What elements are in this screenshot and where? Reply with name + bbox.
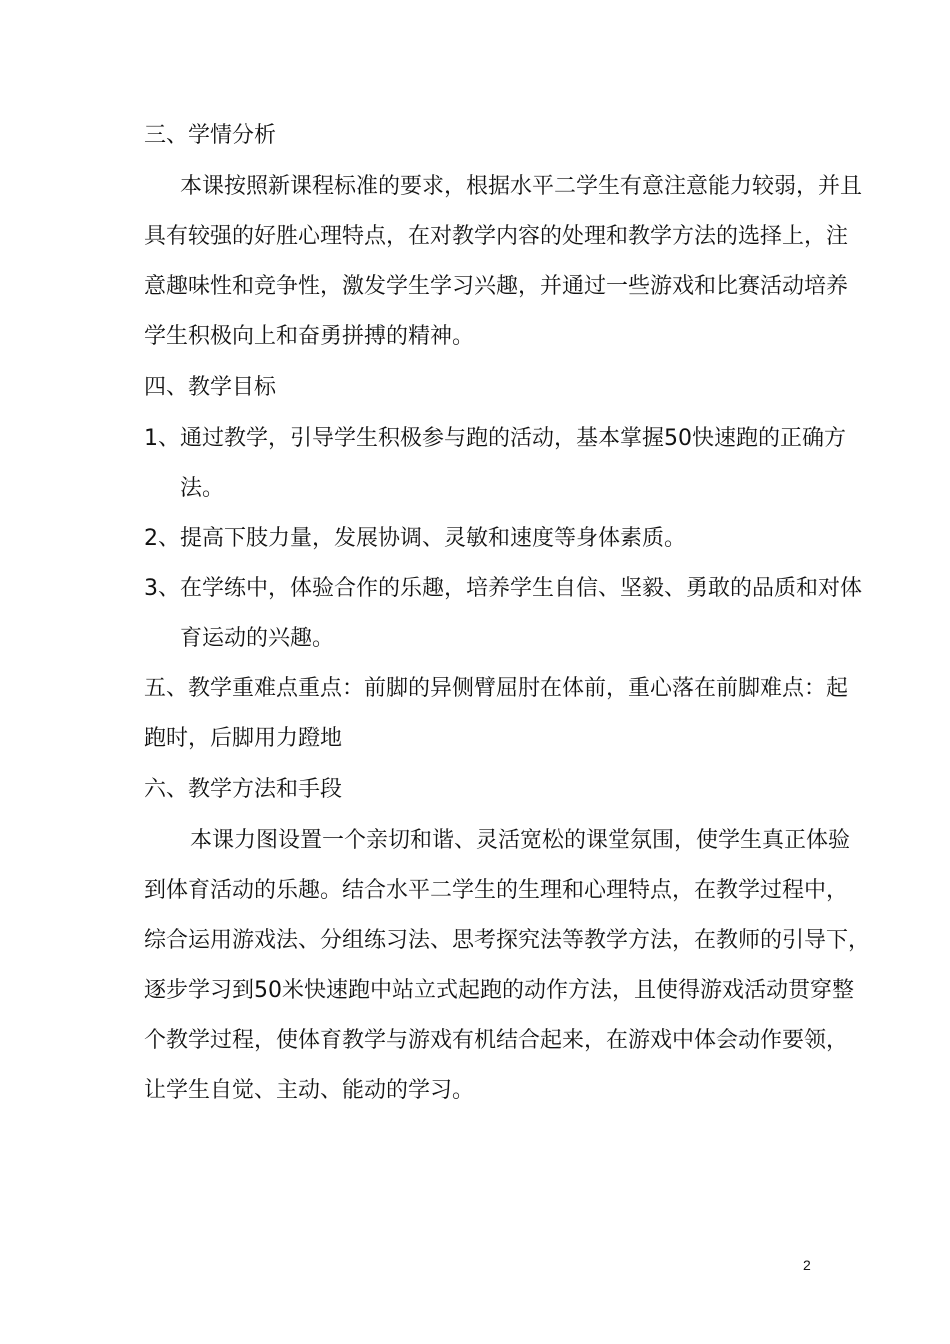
objective-2-line-1: 2、提高下肢力量，发展协调、灵敏和速度等身体素质。 bbox=[144, 526, 686, 551]
objective-3-line-1: 3、在学练中，体验合作的乐趣，培养学生自信、坚毅、勇敢的品质和对体 bbox=[144, 576, 862, 601]
section-3-line-3: 意趣味性和竞争性，激发学生学习兴趣，并通过一些游戏和比赛活动培养 bbox=[144, 274, 849, 299]
objective-3-line-2: 育运动的兴趣。 bbox=[180, 626, 335, 651]
section-6-line-3: 综合运用游戏法、分组练习法、思考探究法等教学方法，在教师的引导下， bbox=[144, 928, 871, 953]
section-6-heading: 六、教学方法和手段 bbox=[144, 777, 343, 802]
section-6-line-2: 到体育活动的乐趣。结合水平二学生的生理和心理特点，在教学过程中， bbox=[144, 878, 849, 903]
section-3-line-2: 具有较强的好胜心理特点，在对教学内容的处理和教学方法的选择上，注 bbox=[144, 224, 849, 249]
section-5-line-1: 五、教学重难点重点：前脚的异侧臂屈肘在体前，重心落在前脚难点：起 bbox=[144, 676, 849, 701]
section-3-heading: 三、学情分析 bbox=[144, 123, 277, 148]
section-6-line-6: 让学生自觉、主动、能动的学习。 bbox=[144, 1078, 475, 1103]
section-6-line-4: 逐步学习到50米快速跑中站立式起跑的动作方法，且使得游戏活动贯穿整 bbox=[144, 978, 854, 1003]
section-5-line-2: 跑时，后脚用力蹬地 bbox=[144, 726, 343, 751]
section-6-line-1: 本课力图设置一个亲切和谐、灵活宽松的课堂氛围，使学生真正体验 bbox=[190, 828, 851, 853]
section-3-line-1: 本课按照新课程标准的要求，根据水平二学生有意注意能力较弱，并且 bbox=[180, 174, 863, 199]
section-4-heading: 四、教学目标 bbox=[144, 375, 277, 400]
section-3-line-4: 学生积极向上和奋勇拼搏的精神。 bbox=[144, 324, 475, 349]
objective-1-line-2: 法。 bbox=[180, 476, 225, 501]
page-number: 2 bbox=[803, 1257, 811, 1273]
section-6-line-5: 个教学过程，使体育教学与游戏有机结合起来，在游戏中体会动作要领， bbox=[144, 1028, 849, 1053]
objective-1-line-1: 1、通过教学，引导学生积极参与跑的活动，基本掌握50快速跑的正确方 bbox=[144, 426, 846, 451]
